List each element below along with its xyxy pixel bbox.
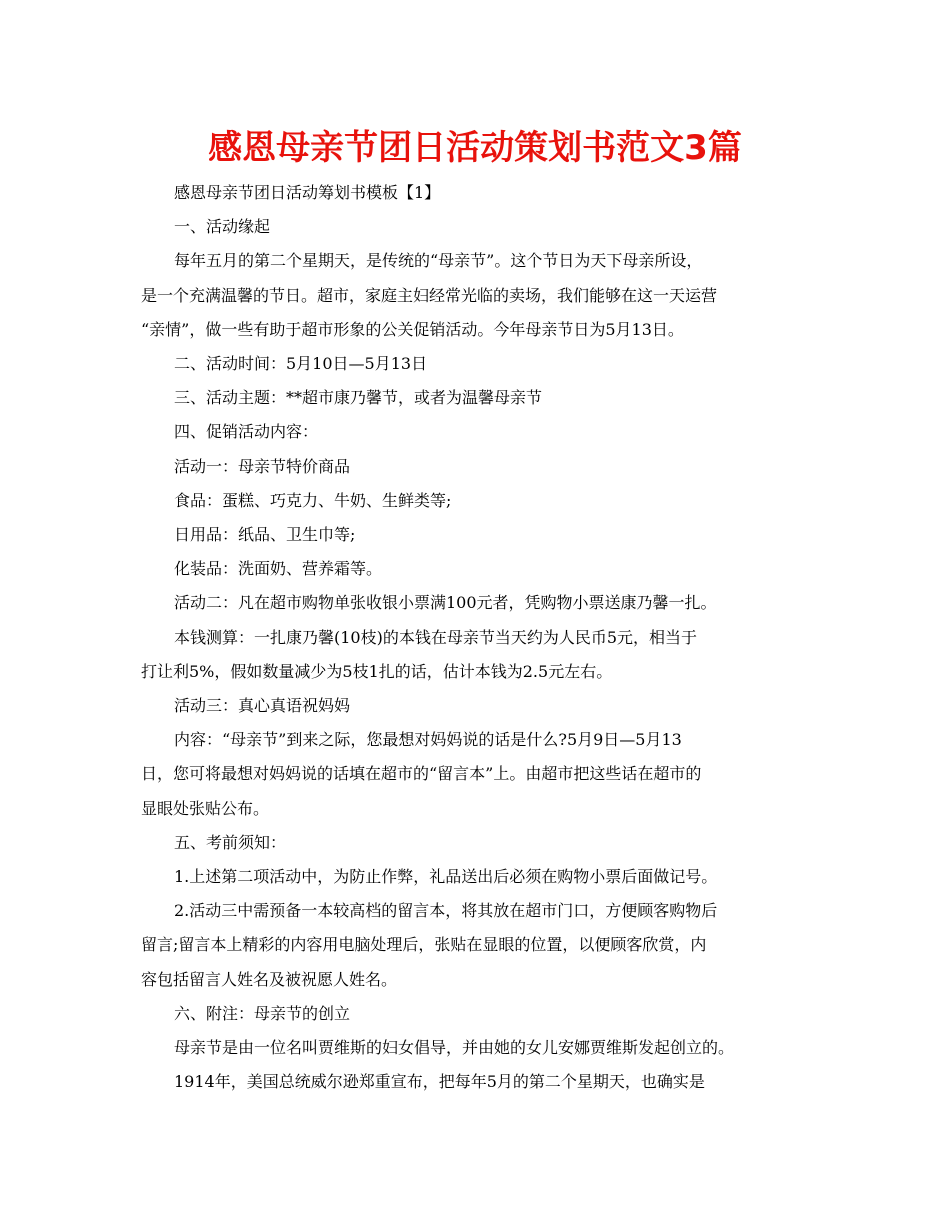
paragraph-line: 本钱测算：一扎康乃馨(10枝)的本钱在母亲节当天约为人民币5元，相当于 xyxy=(174,627,698,647)
list-item-daily-goods: 日用品：纸品、卫生巾等; xyxy=(174,525,356,545)
note-item-1: 1.上述第二项活动中，为防止作弊，礼品送出后必须在购物小票后面做记号。 xyxy=(174,867,718,887)
paragraph-line: 容包括留言人姓名及被祝愿人姓名。 xyxy=(141,969,398,989)
document-title: 感恩母亲节团日活动策划书范文3篇 xyxy=(208,128,742,168)
paragraph-line: 1914年，美国总统威尔逊郑重宣布，把每年5月的第二个星期天，也确实是 xyxy=(174,1072,705,1092)
activity-two-heading: 活动二：凡在超市购物单张收银小票满100元者，凭购物小票送康乃馨一扎。 xyxy=(174,593,717,613)
activity-three-heading: 活动三：真心真语祝妈妈 xyxy=(174,696,351,716)
section-heading-template-1: 感恩母亲节团日活动筹划书模板【1】 xyxy=(174,183,441,202)
section-heading-appendix: 六、附注：母亲节的创立 xyxy=(174,1003,351,1023)
activity-one-heading: 活动一：母亲节特价商品 xyxy=(174,456,351,476)
section-heading-promotion: 四、促销活动内容： xyxy=(174,422,319,442)
list-item-food: 食品：蛋糕、巧克力、牛奶、生鲜类等; xyxy=(174,490,452,510)
paragraph-line: 留言;留言本上精彩的内容用电脑处理后，张贴在显眼的位置，以便顾客欣赏，内 xyxy=(141,935,707,955)
paragraph-line: 是一个充满温馨的节日。超市，家庭主妇经常光临的卖场，我们能够在这一天运营 xyxy=(141,285,718,305)
section-heading-origin: 一、活动缘起 xyxy=(174,217,271,237)
section-heading-notes: 五、考前须知： xyxy=(174,832,287,852)
section-heading-time: 二、活动时间：5月10日—5月13日 xyxy=(174,354,428,374)
paragraph-line: 每年五月的第二个星期天，是传统的“母亲节”。这个节日为天下母亲所设， xyxy=(174,251,703,271)
paragraph-line: “亲情”，做一些有助于超市形象的公关促销活动。今年母亲节日为5月13日。 xyxy=(141,319,684,339)
list-item-cosmetics: 化装品：洗面奶、营养霜等。 xyxy=(174,559,383,579)
paragraph-line: 显眼处张贴公布。 xyxy=(141,798,270,818)
paragraph-line: 母亲节是由一位名叫贾维斯的妇女倡导，并由她的女儿安娜贾维斯发起创立的。 xyxy=(174,1038,735,1058)
paragraph-line: 日，您可将最想对妈妈说的话填在超市的“留言本”上。由超市把这些话在超市的 xyxy=(141,764,702,784)
paragraph-line: 内容：“母亲节”到来之际，您最想对妈妈说的话是什么?5月9日—5月13 xyxy=(174,730,682,750)
document-body xyxy=(141,176,821,1099)
section-heading-theme: 三、活动主题：**超市康乃馨节，或者为温馨母亲节 xyxy=(174,388,543,408)
note-item-2: 2.活动三中需预备一本较高档的留言本，将其放在超市门口，方便顾客购物后 xyxy=(174,901,718,921)
paragraph-line: 打让利5%，假如数量减少为5枝1扎的话，估计本钱为2.5元左右。 xyxy=(141,661,613,681)
